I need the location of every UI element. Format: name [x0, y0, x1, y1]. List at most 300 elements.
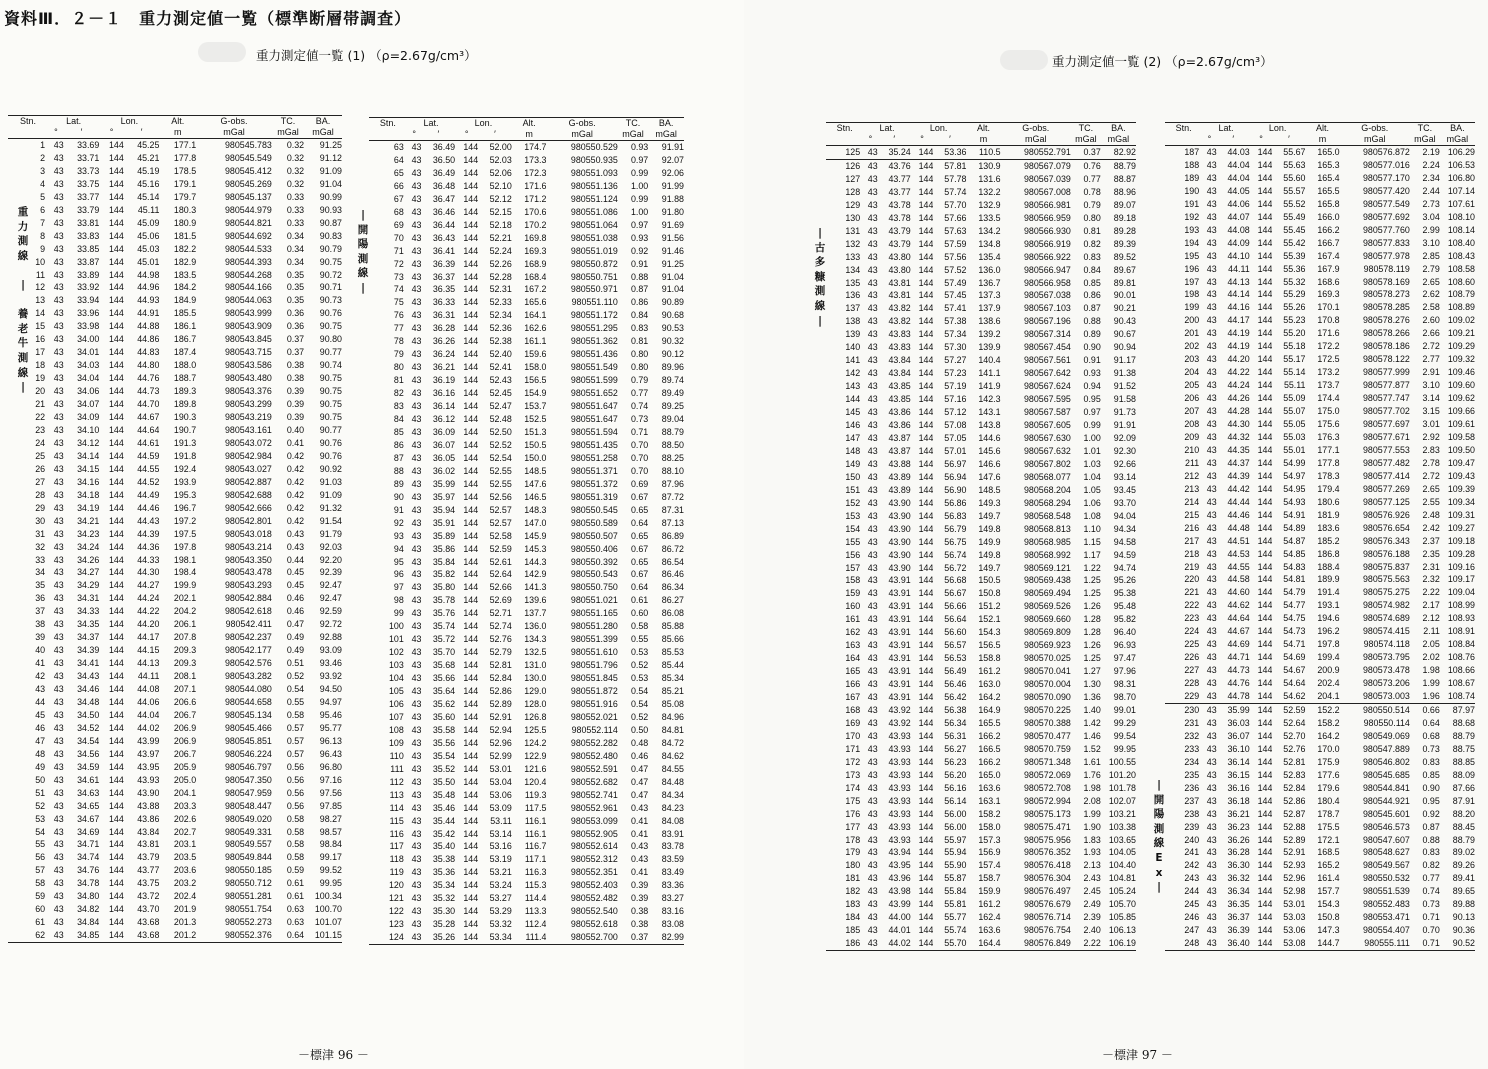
cell-lon-min: 56.57 — [944, 640, 967, 651]
cell-gobs: 980550.185 — [224, 865, 272, 876]
table-row — [369, 335, 684, 348]
cell-alt: 182.2 — [173, 243, 197, 254]
cell-alt: 179.6 — [1317, 782, 1340, 793]
cell-lat-min: 44.03 — [1227, 147, 1250, 157]
cell-gobs: 980567.561 — [1023, 355, 1071, 366]
cell-gobs: 980549.557 — [224, 839, 272, 850]
cell-lon-min: 57.05 — [944, 432, 967, 443]
cell-tc: 0.86 — [630, 297, 649, 308]
cell-tc: 1.00 — [630, 206, 649, 217]
cell-lon-deg: 144 — [1257, 548, 1273, 559]
table-row — [826, 367, 1136, 380]
cell-lon-min: 43.93 — [137, 774, 160, 785]
cell-lat-min: 35.66 — [432, 673, 456, 684]
table-row — [1165, 522, 1475, 535]
cell-lat-deg: 43 — [411, 284, 422, 295]
cell-lat-deg: 43 — [1206, 548, 1217, 559]
cell-lon-deg: 144 — [108, 528, 124, 539]
cell-lat-min: 43.91 — [888, 666, 911, 677]
gravity-table-4 — [1165, 122, 1475, 951]
column-header: BA. — [1440, 123, 1475, 135]
unit-header: ° — [99, 127, 123, 139]
column-header: Stn. — [8, 116, 48, 128]
cell-lat-min: 44.62 — [1227, 600, 1250, 611]
cell-lon-min: 55.20 — [1283, 328, 1306, 339]
cell-lon-min: 44.80 — [137, 360, 160, 371]
cell-tc: 1.36 — [1083, 692, 1101, 703]
cell-gobs: 980577.170 — [1362, 172, 1410, 183]
cell-lon-deg: 144 — [108, 334, 124, 345]
cell-alt: 180.4 — [1317, 795, 1340, 806]
cell-gobs: 980550.114 — [1363, 717, 1410, 728]
cell-tc: 0.76 — [1083, 160, 1101, 171]
unit-header: ′ — [124, 127, 160, 139]
table-row — [826, 924, 1136, 937]
cell-lat-min: 35.44 — [432, 815, 456, 826]
cell-gobs: 980578.122 — [1362, 354, 1410, 365]
cell-lat-deg: 43 — [53, 658, 64, 669]
table-row — [826, 264, 1136, 277]
table-row — [8, 696, 342, 709]
cell-ba: 108.91 — [1447, 626, 1475, 637]
cell-gobs: 980551.280 — [570, 621, 618, 632]
cell-lat-min: 43.82 — [888, 316, 911, 327]
cell-stn: 236 — [1184, 782, 1200, 793]
cell-gobs: 980545.549 — [224, 152, 272, 163]
cell-stn: 47 — [35, 735, 46, 746]
cell-lat-min: 34.85 — [64, 929, 100, 942]
cell-stn: 45 — [35, 709, 46, 720]
cell-lat-min: 43.99 — [888, 899, 911, 910]
cell-tc: 0.57 — [286, 748, 305, 759]
cell-lat-min: 33.73 — [77, 165, 100, 176]
cell-ba: 101.20 — [1108, 769, 1136, 780]
cell-stn: 50 — [35, 774, 46, 785]
cell-ba: 109.39 — [1447, 483, 1475, 494]
cell-lon-deg: 144 — [108, 152, 124, 163]
cell-gobs: 980576.343 — [1362, 535, 1410, 546]
column-header: BA. — [1101, 123, 1136, 135]
cell-lon-deg: 144 — [108, 386, 124, 397]
cell-tc: 1.28 — [1083, 627, 1101, 638]
cell-lat-min: 43.77 — [888, 173, 911, 184]
cell-lat-deg: 43 — [411, 180, 422, 191]
cell-stn: 63 — [393, 142, 404, 152]
cell-tc: 2.22 — [1422, 587, 1440, 598]
cell-stn: 119 — [389, 867, 404, 878]
column-header: TC. — [1071, 123, 1101, 135]
cell-lat-min: 35.54 — [432, 750, 456, 761]
table-row — [1165, 431, 1475, 444]
cell-ba: 109.31 — [1447, 509, 1475, 520]
cell-lon-min: 55.63 — [1283, 159, 1306, 170]
cell-lon-deg: 144 — [108, 865, 124, 876]
cell-alt: 200.9 — [1317, 665, 1340, 676]
cell-tc: 0.35 — [286, 269, 305, 280]
cell-gobs: 980551.172 — [570, 310, 618, 321]
cell-lon-deg: 144 — [1257, 756, 1273, 767]
cell-ba: 90.80 — [319, 334, 342, 345]
cell-stn: 76 — [393, 310, 404, 321]
cell-alt: 132.5 — [524, 647, 547, 658]
cell-alt: 162.4 — [978, 912, 1001, 923]
cell-gobs: 980551.796 — [570, 660, 618, 671]
cell-lon-min: 57.49 — [944, 277, 967, 288]
table-row — [826, 885, 1136, 898]
cell-stn: 153 — [845, 510, 861, 521]
cell-tc: 2.19 — [1422, 147, 1440, 157]
cell-alt: 206.7 — [173, 709, 197, 720]
cell-lat-min: 36.43 — [432, 232, 456, 243]
cell-lat-min: 36.41 — [432, 245, 456, 256]
cell-ba: 91.04 — [661, 284, 684, 295]
cell-gobs: 980552.480 — [570, 750, 618, 761]
cell-gobs: 980552.482 — [570, 893, 618, 904]
cell-stn: 144 — [845, 394, 861, 405]
cell-lat-min: 36.14 — [1227, 756, 1250, 767]
unit-header: mGal — [304, 127, 342, 139]
cell-tc: 1.52 — [1083, 743, 1101, 754]
table-row — [826, 626, 1136, 639]
cell-ba: 109.32 — [1447, 354, 1475, 365]
cell-stn: 169 — [845, 717, 861, 728]
cell-tc: 0.39 — [630, 893, 649, 904]
table-row — [8, 631, 342, 644]
unit-header: ′ — [1217, 134, 1250, 146]
cell-ba: 93.92 — [319, 671, 342, 682]
cell-lat-min: 35.97 — [432, 491, 456, 502]
cell-tc: 1.15 — [1083, 536, 1101, 547]
cell-gobs: 980577.692 — [1362, 211, 1410, 222]
cell-lat-deg: 43 — [867, 834, 878, 845]
cell-alt: 206.9 — [173, 735, 197, 746]
cell-gobs: 980542.688 — [224, 489, 272, 500]
cell-lon-min: 56.86 — [944, 497, 967, 508]
cell-lon-min: 44.02 — [137, 722, 160, 733]
cell-lon-deg: 144 — [1250, 690, 1273, 703]
cell-lon-deg: 144 — [918, 743, 934, 754]
cell-ba: 84.81 — [661, 724, 684, 735]
cell-gobs: 980576.352 — [1023, 847, 1071, 858]
cell-lon-min: 53.21 — [489, 867, 512, 878]
cell-lat-deg: 43 — [1206, 276, 1217, 287]
cell-tc: 1.05 — [1083, 484, 1101, 495]
cell-gobs: 980577.747 — [1362, 393, 1410, 404]
cell-lon-min: 52.52 — [489, 439, 512, 450]
cell-stn: 67 — [393, 193, 404, 204]
table-row — [8, 411, 342, 424]
cell-lon-min: 52.59 — [489, 543, 512, 554]
cell-tc: 2.79 — [1422, 263, 1440, 274]
cell-tc: 0.54 — [286, 684, 305, 695]
cell-alt: 203.3 — [173, 800, 197, 811]
table-row — [826, 587, 1136, 600]
cell-alt: 164.1 — [524, 310, 547, 321]
cell-ba: 109.50 — [1447, 444, 1475, 455]
cell-ba: 95.38 — [1113, 588, 1136, 599]
cell-lon-min: 55.67 — [1283, 147, 1306, 157]
cell-lon-deg: 144 — [918, 264, 934, 275]
cell-tc: 0.58 — [630, 621, 649, 632]
cell-lat-min: 43.84 — [888, 368, 911, 379]
cell-gobs: 980551.064 — [570, 219, 618, 230]
cell-alt: 149.8 — [978, 523, 1001, 534]
cell-tc: 2.35 — [1422, 548, 1440, 559]
cell-lat-deg: 43 — [411, 193, 422, 204]
cell-stn: 102 — [388, 647, 404, 658]
cell-lat-min: 35.74 — [432, 621, 456, 632]
cell-lon-deg: 144 — [918, 238, 934, 249]
right-page — [744, 0, 1488, 1069]
cell-tc: 0.32 — [286, 152, 305, 163]
table-row — [1165, 276, 1475, 289]
cell-gobs: 980553.099 — [570, 815, 618, 826]
table-row — [369, 426, 684, 439]
cell-lat-min: 34.41 — [77, 658, 100, 669]
cell-lat-min: 35.70 — [432, 647, 456, 658]
cell-lon-deg: 144 — [463, 737, 479, 748]
table-row — [1165, 599, 1475, 612]
table-row — [369, 918, 684, 931]
cell-lat-deg: 43 — [411, 698, 422, 709]
cell-gobs: 980570.388 — [1023, 717, 1071, 728]
cell-gobs: 980569.438 — [1023, 575, 1071, 586]
cell-stn: 244 — [1184, 886, 1200, 897]
cell-alt: 164.4 — [967, 937, 1001, 950]
cell-ba: 82.92 — [1101, 146, 1136, 160]
cell-lon-deg: 144 — [1257, 419, 1273, 430]
cell-gobs: 980546.224 — [224, 748, 272, 759]
cell-stn: 199 — [1184, 302, 1200, 313]
cell-stn: 34 — [35, 567, 46, 578]
unit-header: m — [159, 127, 196, 139]
cell-lat-deg: 43 — [867, 251, 878, 262]
table-row — [8, 838, 342, 851]
cell-alt: 153.7 — [524, 401, 547, 412]
cell-alt: 178.7 — [1317, 808, 1340, 819]
cell-ba: 88.79 — [1452, 834, 1475, 845]
cell-ba: 95.26 — [1113, 575, 1136, 586]
cell-ba: 97.85 — [319, 800, 342, 811]
cell-tc: 1.42 — [1083, 717, 1101, 728]
cell-alt: 157.3 — [978, 834, 1001, 845]
cell-tc: 2.12 — [1422, 613, 1440, 624]
cell-lon-deg: 144 — [108, 463, 124, 474]
cell-tc: 2.60 — [1422, 315, 1440, 326]
table-row — [826, 536, 1136, 549]
cell-lon-deg: 144 — [918, 666, 934, 677]
cell-gobs: 980566.922 — [1023, 251, 1071, 262]
table-row — [369, 530, 684, 543]
cell-tc: 1.25 — [1083, 653, 1101, 664]
cell-lat-min: 36.09 — [432, 426, 456, 437]
table-row — [369, 815, 684, 828]
cell-lon-min: 44.93 — [137, 295, 160, 306]
table-row — [1165, 586, 1475, 599]
table-row — [369, 348, 684, 361]
cell-ba: 97.96 — [1113, 666, 1136, 677]
cell-ba: 89.07 — [1113, 199, 1136, 210]
cell-ba: 85.21 — [661, 686, 684, 697]
cell-lon-min: 57.63 — [944, 225, 967, 236]
cell-ba: 89.81 — [1113, 277, 1136, 288]
cell-gobs: 980544.921 — [1362, 795, 1410, 806]
cell-gobs: 980547.889 — [1362, 743, 1410, 754]
cell-lon-deg: 144 — [918, 692, 934, 703]
cell-lon-min: 52.36 — [489, 323, 512, 334]
cell-gobs: 980542.887 — [224, 476, 272, 487]
cell-lat-min: 36.50 — [432, 154, 456, 165]
cell-alt: 139.6 — [524, 595, 547, 606]
cell-lat-deg: 43 — [53, 450, 64, 461]
cell-gobs: 980543.282 — [224, 671, 272, 682]
cell-lat-min: 33.77 — [77, 191, 100, 202]
cell-lon-min: 52.26 — [489, 258, 512, 269]
cell-tc: 0.43 — [630, 802, 649, 813]
cell-stn: 201 — [1184, 328, 1200, 339]
cell-alt: 197.8 — [1317, 639, 1340, 650]
cell-stn: 58 — [35, 878, 46, 889]
table-row — [1165, 859, 1475, 872]
cell-lat-deg: 43 — [53, 619, 64, 630]
cell-alt: 163.1 — [978, 795, 1001, 806]
cell-lat-min: 33.83 — [77, 230, 100, 241]
cell-lon-deg: 144 — [463, 193, 479, 204]
cell-stn: 21 — [35, 399, 46, 410]
table-row — [369, 543, 684, 556]
cell-ba: 96.13 — [319, 735, 342, 746]
cell-tc: 0.70 — [630, 465, 649, 476]
cell-lat-min: 36.35 — [1227, 899, 1250, 910]
cell-stn: 11 — [35, 269, 46, 280]
cell-lat-deg: 43 — [1206, 678, 1217, 689]
cell-lon-min: 56.64 — [944, 614, 967, 625]
cell-lon-deg: 144 — [463, 167, 479, 178]
cell-lon-min: 52.84 — [489, 673, 512, 684]
cell-lat-min: 44.02 — [878, 937, 911, 950]
cell-lat-min: 35.28 — [432, 919, 456, 930]
cell-lat-deg: 43 — [867, 445, 878, 456]
cell-lat-min: 36.49 — [432, 167, 456, 178]
cell-lon-deg: 144 — [108, 813, 124, 824]
cell-tc: 0.42 — [286, 463, 305, 474]
cell-alt: 144.3 — [524, 556, 547, 567]
table-row — [1165, 808, 1475, 821]
cell-alt: 188.0 — [173, 360, 197, 371]
cell-alt: 181.5 — [173, 230, 197, 241]
cell-tc: 0.68 — [1422, 730, 1440, 741]
cell-alt: 163.6 — [978, 925, 1001, 936]
cell-lat-min: 44.08 — [1227, 224, 1250, 235]
cell-lon-min: 52.54 — [489, 452, 512, 463]
cell-alt: 139.9 — [978, 342, 1001, 353]
cell-lat-deg: 43 — [1206, 341, 1217, 352]
cell-lon-deg: 144 — [108, 904, 124, 915]
cell-lon-deg: 144 — [463, 465, 479, 476]
cell-stn: 16 — [35, 334, 46, 345]
cell-ba: 90.75 — [319, 399, 342, 410]
cell-gobs: 980551.599 — [570, 375, 618, 386]
table-row — [8, 670, 342, 683]
cell-lon-min: 44.55 — [137, 463, 160, 474]
cell-lat-deg: 43 — [867, 497, 878, 508]
cell-lat-deg: 43 — [867, 717, 878, 728]
cell-lat-deg: 43 — [1206, 613, 1217, 624]
cell-stn: 186 — [826, 937, 863, 950]
cell-gobs: 980545.601 — [1362, 808, 1410, 819]
table-row — [1165, 405, 1475, 418]
cell-lon-min: 55.74 — [944, 925, 967, 936]
cell-stn: 37 — [35, 606, 46, 617]
cell-tc: 1.17 — [1083, 549, 1101, 560]
cell-lon-min: 56.94 — [944, 471, 967, 482]
cell-lon-deg: 144 — [463, 556, 479, 567]
cell-stn: 205 — [1184, 380, 1200, 391]
cell-stn: 92 — [393, 517, 404, 528]
cell-ba: 87.97 — [1452, 704, 1475, 715]
cell-stn: 218 — [1184, 548, 1200, 559]
cell-alt: 171.6 — [1317, 328, 1340, 339]
cell-lat-deg: 43 — [1206, 393, 1217, 404]
cell-stn: 14 — [35, 308, 46, 319]
cell-ba: 84.72 — [661, 737, 684, 748]
cell-lat-min: 44.48 — [1227, 522, 1250, 533]
cell-tc: 0.97 — [630, 154, 649, 165]
cell-tc: 0.38 — [630, 919, 649, 930]
cell-lat-deg: 43 — [53, 554, 64, 565]
cell-lat-min: 44.64 — [1227, 613, 1250, 624]
cell-gobs: 980576.714 — [1023, 912, 1071, 923]
cell-lat-deg: 43 — [53, 684, 64, 695]
unit-header: mGal — [1410, 134, 1440, 146]
cell-lon-min: 52.89 — [489, 698, 512, 709]
table-row — [1165, 250, 1475, 263]
scan-smudge — [1000, 50, 1048, 70]
cell-stn: 221 — [1184, 587, 1200, 598]
cell-alt: 203.2 — [173, 878, 197, 889]
cell-stn: 25 — [35, 450, 46, 461]
cell-lon-min: 53.19 — [489, 854, 512, 865]
cell-lon-deg: 144 — [463, 647, 479, 658]
cell-lat-deg: 43 — [411, 362, 422, 373]
cell-tc: 0.91 — [630, 258, 649, 269]
cell-alt: 130.9 — [978, 160, 1001, 171]
cell-tc: 0.42 — [286, 450, 305, 461]
cell-lon-deg: 144 — [108, 645, 124, 656]
cell-gobs: 980570.041 — [1023, 666, 1071, 677]
cell-alt: 185.5 — [173, 308, 197, 319]
cell-gobs: 980545.783 — [224, 140, 272, 150]
cell-alt: 165.0 — [978, 769, 1001, 780]
cell-lon-min: 44.49 — [137, 489, 160, 500]
cell-lat-deg: 43 — [1206, 665, 1217, 676]
cell-lat-deg: 43 — [53, 800, 64, 811]
cell-lon-min: 43.88 — [137, 800, 160, 811]
cell-lat-deg: 43 — [411, 310, 422, 321]
cell-alt: 148.5 — [978, 484, 1001, 495]
cell-stn: 53 — [35, 813, 46, 824]
table-row — [369, 439, 684, 452]
table-row — [826, 523, 1136, 536]
cell-ba: 83.49 — [661, 867, 684, 878]
cell-alt: 117.1 — [524, 854, 547, 865]
unit-header — [8, 127, 48, 139]
cell-tc: 1.96 — [1410, 690, 1440, 703]
table-row — [1165, 821, 1475, 834]
column-header: G-obs. — [196, 116, 272, 128]
cell-lon-deg: 144 — [463, 517, 479, 528]
table-row — [8, 204, 342, 217]
